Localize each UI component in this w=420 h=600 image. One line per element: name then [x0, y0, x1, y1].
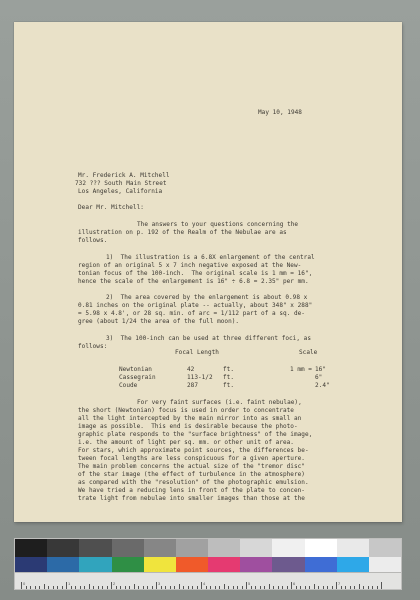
ruler-tick — [219, 586, 220, 589]
ruler-tick — [192, 586, 193, 589]
ruler-tick — [102, 586, 103, 589]
ruler-tick — [107, 586, 108, 589]
grayscale-strip — [15, 539, 401, 557]
ruler-number: 2 — [113, 581, 116, 586]
ruler-tick — [116, 586, 117, 589]
ruler-tick — [111, 582, 112, 589]
ruler-tick — [57, 586, 58, 589]
ruler-tick — [309, 586, 310, 589]
ruler-tick — [30, 586, 31, 589]
ruler-tick — [228, 586, 229, 589]
para2-line-2: 0.81 inches on the original plate -- actually, about 348" x 288" — [78, 302, 313, 309]
para2-line-1: 2) The area covered by the enlargement is about 0.98 x — [106, 294, 308, 301]
ruler-tick — [368, 586, 369, 589]
para4-line-1: For very faint surfaces (i.e. faint nebulae), — [137, 399, 302, 406]
table-header-focal-length: Focal Length — [175, 349, 219, 356]
focal-length-unit: ft. — [223, 374, 234, 381]
ruler-tick — [138, 586, 139, 589]
ruler-tick — [93, 586, 94, 589]
ruler-tick — [197, 586, 198, 589]
para4-line-9: The main problem concerns the actual size of the "tremor disc" — [78, 463, 305, 470]
gray-patch — [176, 539, 208, 557]
ruler-tick — [206, 586, 207, 589]
intro-line-3: follows. — [78, 237, 108, 244]
para4-line-11: as compared with the "resolution" of the photographic emulsion. — [78, 479, 309, 486]
focus-name: Coude — [119, 382, 138, 389]
ruler-number: 1 — [68, 581, 71, 586]
ruler-tick — [300, 586, 301, 589]
ruler-tick — [89, 584, 90, 589]
ruler-tick — [80, 586, 81, 589]
para4-line-2: the short (Newtonian) focus is used in order to concentrate — [78, 407, 294, 414]
ruler-tick — [278, 586, 279, 589]
ruler-tick — [152, 586, 153, 589]
gray-patch — [79, 539, 111, 557]
intro-line-1: The answers to your questions concerning the — [137, 221, 299, 228]
gray-patch — [112, 539, 144, 557]
ruler-number: 4 — [203, 581, 206, 586]
gray-patch — [208, 539, 240, 557]
ruler-tick — [21, 582, 22, 589]
ruler-tick — [372, 586, 373, 589]
gray-patch — [305, 539, 337, 557]
table-header-scale: Scale — [299, 349, 318, 356]
para3-line-2: follows: — [78, 343, 108, 350]
ruler-tick — [287, 586, 288, 589]
para1-line-4: hence the scale of the enlargement is 16" ÷ 6.8 = 2.35" per mm. — [78, 278, 309, 285]
ruler-tick — [183, 586, 184, 589]
ruler-tick — [215, 586, 216, 589]
ruler-tick — [188, 586, 189, 589]
ruler-tick — [125, 586, 126, 589]
ruler-tick — [332, 586, 333, 589]
ruler-tick — [314, 584, 315, 589]
para4-line-13: trate light from nebulae into smaller images than those at the — [78, 495, 305, 502]
focus-name: Cassegrain — [119, 374, 156, 381]
ruler-tick — [336, 582, 337, 589]
ruler-tick — [282, 586, 283, 589]
ruler-tick — [134, 584, 135, 589]
ruler-tick — [98, 586, 99, 589]
ruler-tick — [363, 586, 364, 589]
ruler-tick — [242, 586, 243, 589]
scale-value: 2.4" — [315, 382, 330, 389]
color-calibration-target — [14, 538, 402, 590]
focal-length-value: 287 — [187, 382, 198, 389]
ruler-tick — [39, 586, 40, 589]
para1-line-1: 1) The illustration is a 6.8X enlargement of the central — [106, 254, 315, 261]
ruler-number: 7 — [338, 581, 341, 586]
ruler-tick — [201, 582, 202, 589]
recipient-name: Mr. Frederick A. Mitchell — [78, 172, 170, 179]
ruler-tick — [66, 582, 67, 589]
ruler-tick — [224, 584, 225, 589]
ruler-tick — [264, 586, 265, 589]
ruler-tick — [48, 586, 49, 589]
ruler-tick — [269, 584, 270, 589]
intro-line-2: illustration on p. 192 of the Realm of the Nebulae are as — [78, 229, 287, 236]
ruler-tick — [129, 586, 130, 589]
ruler-tick — [147, 586, 148, 589]
para4-line-7: For stars, which approximate point sources, the differences be- — [78, 447, 309, 454]
ruler-tick — [354, 586, 355, 589]
ruler-tick — [260, 586, 261, 589]
ruler-tick — [161, 586, 162, 589]
gray-patch — [369, 539, 401, 557]
scale-ruler — [15, 572, 401, 589]
ruler-tick — [179, 584, 180, 589]
ruler-tick — [62, 586, 63, 589]
para4-line-12: We have tried a reducing lens in front of the plate to concen- — [78, 487, 305, 494]
para2-line-3: = 5.98 x 4.8', or 28 sq. min. of arc = 1/112 part of a sq. de- — [78, 310, 305, 317]
ruler-tick — [170, 586, 171, 589]
para4-line-5: graphic plate responds to the "surface brightness" of the image, — [78, 431, 313, 438]
para1-line-3: tonian focus of the 100-inch. The original scale is 1 mm = 16", — [78, 270, 313, 277]
gray-patch — [240, 539, 272, 557]
ruler-tick — [75, 586, 76, 589]
ruler-tick — [174, 586, 175, 589]
ruler-tick — [273, 586, 274, 589]
ruler-number: 0 — [23, 581, 26, 586]
gray-patch — [47, 539, 79, 557]
ruler-tick — [71, 586, 72, 589]
ruler-tick — [296, 586, 297, 589]
ruler-tick — [233, 586, 234, 589]
ruler-tick — [341, 586, 342, 589]
ruler-tick — [84, 586, 85, 589]
para4-line-3: all the light intercepted by the main mirror into as small an — [78, 415, 302, 422]
ruler-tick — [377, 586, 378, 589]
ruler-tick — [350, 586, 351, 589]
scale-value: 16" — [315, 366, 326, 373]
para3-line-1: 3) The 100-inch can be used at three different foci, as — [106, 335, 311, 342]
ruler-number: 5 — [248, 581, 251, 586]
para2-line-4: gree (about 1/24 the area of the full moon). — [78, 318, 240, 325]
para4-line-6: i.e. the amount of light per sq. mm. or other unit of area. — [78, 439, 294, 446]
scale-prefix: 1 mm = — [290, 366, 312, 373]
letter-page — [14, 22, 402, 522]
ruler-tick — [251, 586, 252, 589]
recipient-street: 732 ??? South Main Street — [75, 180, 167, 187]
ruler-tick — [26, 586, 27, 589]
salutation: Dear Mr. Mitchell: — [78, 204, 144, 211]
focal-length-value: 42 — [187, 366, 195, 373]
ruler-tick — [210, 586, 211, 589]
ruler-tick — [156, 582, 157, 589]
gray-patch — [272, 539, 304, 557]
ruler-tick — [291, 582, 292, 589]
ruler-tick — [305, 586, 306, 589]
scale-value: 6" — [315, 374, 323, 381]
para4-line-8: tween focal lengths are less conspicuous for a given aperture. — [78, 455, 305, 462]
focal-length-unit: ft. — [223, 366, 234, 373]
para4-line-10: of the star image (the effect of turbulence in the atmosphere) — [78, 471, 305, 478]
ruler-tick — [255, 586, 256, 589]
ruler-tick — [143, 586, 144, 589]
ruler-tick — [359, 584, 360, 589]
recipient-city: Los Angeles, California — [78, 188, 163, 195]
gray-patch — [337, 539, 369, 557]
para4-line-4: image as possible. This end is desirable because the photo- — [78, 423, 298, 430]
ruler-number: 6 — [293, 581, 296, 586]
ruler-tick — [44, 584, 45, 589]
ruler-tick — [165, 586, 166, 589]
ruler-number: 3 — [158, 581, 161, 586]
ruler-tick — [327, 586, 328, 589]
focus-name: Newtonian — [119, 366, 152, 373]
ruler-tick — [120, 586, 121, 589]
letter-date: May 10, 1948 — [258, 109, 302, 116]
ruler-tick — [345, 586, 346, 589]
ruler-tick — [318, 586, 319, 589]
ruler-tick — [237, 586, 238, 589]
focal-length-value: 113-1/2 — [187, 374, 213, 381]
ruler-tick — [381, 582, 382, 589]
ruler-tick — [323, 586, 324, 589]
ruler-tick — [35, 586, 36, 589]
para1-line-2: region of an original 5 x 7 inch negative exposed at the New- — [78, 262, 302, 269]
focal-length-unit: ft. — [223, 382, 234, 389]
gray-patch — [144, 539, 176, 557]
ruler-tick — [246, 582, 247, 589]
ruler-tick — [53, 586, 54, 589]
gray-patch — [15, 539, 47, 557]
